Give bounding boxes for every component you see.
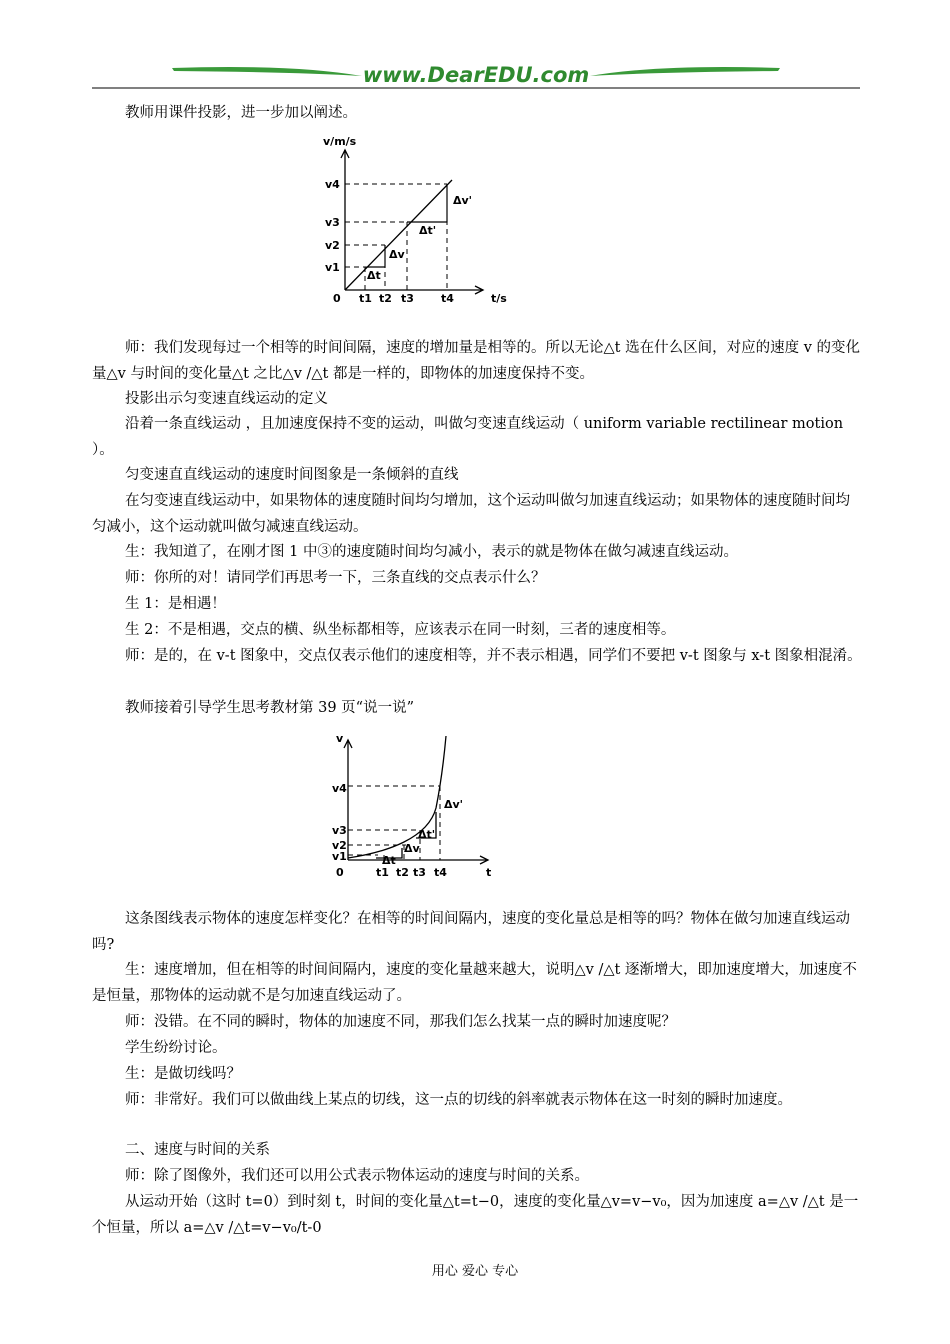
section-heading: 二、速度与时间的关系 bbox=[125, 1142, 270, 1158]
t-label: t2 bbox=[379, 292, 392, 305]
paragraph: 在匀变速直线运动中，如果物体的速度随时间均匀增加，这个运动叫做匀加速直线运动；如果物体的速度随时间均匀减小，这个运动就叫做匀减速直线运动。 bbox=[92, 493, 850, 535]
v-label: v2 bbox=[325, 239, 340, 252]
page-footer: 用心 爱心 专心 bbox=[431, 1264, 519, 1279]
delta-label: Δt bbox=[367, 269, 381, 282]
v-label: v1 bbox=[325, 261, 340, 274]
paragraph: 从运动开始（这时 t=0）到时刻 t，时间的变化量△t=t−0，速度的变化量△v=v−v₀，因为加速度 a=△v /△t 是一个恒量，所以 a=△v /△t=v−v₀/t-0 bbox=[92, 1194, 859, 1236]
paragraph: 师：我们发现每过一个相等的时间间隔，速度的增加量是相等的。所以无论△t 选在什么区间，对应的速度 v 的变化量△v 与时间的变化量△t 之比△v /△t 都是一样的，即物体的加速度保持不变。 bbox=[92, 340, 860, 382]
origin-label: 0 bbox=[333, 292, 341, 305]
paragraph: 匀变速直直线运动的速度时间图象是一条倾斜的直线 bbox=[125, 467, 459, 483]
t-label: t4 bbox=[441, 292, 454, 305]
v-label: v3 bbox=[325, 216, 340, 229]
header-logo-text: www.DearEDU.com bbox=[362, 63, 590, 87]
header-logo-graphic bbox=[92, 58, 860, 92]
t-label: t4 bbox=[434, 866, 447, 879]
delta-label: Δt' bbox=[419, 224, 437, 237]
paragraph: 生 2：不是相遇，交点的横、纵坐标都相等，应该表示在同一时刻，三者的速度相等。 bbox=[125, 622, 676, 638]
y-axis-label: v bbox=[336, 732, 344, 745]
paragraph: 投影出示匀变速直线运动的定义 bbox=[125, 391, 328, 407]
paragraph: 沿着一条直线运动 ，且加速度保持不变的运动，叫做匀变速直线运动（ uniform variable rectilinear motion ）。 bbox=[92, 416, 844, 458]
y-axis-label: v/m/s bbox=[323, 135, 357, 148]
v-label: v4 bbox=[325, 178, 340, 191]
paragraph: 学生纷纷讨论。 bbox=[125, 1040, 227, 1056]
v-label: v2 bbox=[332, 839, 347, 852]
delta-label: Δv bbox=[404, 842, 420, 855]
paragraph: 师：没错。在不同的瞬时，物体的加速度不同，那我们怎么找某一点的瞬时加速度呢？ bbox=[125, 1014, 676, 1030]
t-label: t1 bbox=[376, 866, 389, 879]
site-header bbox=[92, 58, 860, 92]
paragraph: 教师用课件投影，进一步加以阐述。 bbox=[125, 105, 357, 121]
paragraph: 这条图线表示物体的速度怎样变化？在相等的时间间隔内，速度的变化量总是相等的吗？物体在做匀加速直线运动吗? bbox=[92, 911, 850, 953]
v-label: v1 bbox=[332, 850, 347, 863]
v-label: v4 bbox=[332, 782, 347, 795]
delta-label: Δt' bbox=[418, 828, 436, 841]
paragraph: 师：除了图像外，我们还可以用公式表示物体运动的速度与时间的关系。 bbox=[125, 1168, 589, 1184]
paragraph: 师：是的，在 v-t 图象中，交点仅表示他们的速度相等，并不表示相遇，同学们不要把 v-t 图象与 x-t 图象相混淆。 bbox=[125, 648, 862, 664]
origin-label: 0 bbox=[336, 866, 344, 879]
t-label: t3 bbox=[413, 866, 426, 879]
delta-label: Δv bbox=[389, 248, 405, 261]
figure-curved-vt-graph bbox=[328, 728, 503, 886]
delta-label: Δt bbox=[382, 854, 396, 867]
paragraph: 师：你所的对！请同学们再思考一下，三条直线的交点表示什么？ bbox=[125, 570, 546, 586]
paragraph: 生：是做切线吗？ bbox=[125, 1066, 241, 1082]
paragraph: 师：非常好。我们可以做曲线上某点的切线，这一点的切线的斜率就表示物体在这一时刻的瞬时加速度。 bbox=[125, 1092, 792, 1108]
v-label: v3 bbox=[332, 824, 347, 837]
paragraph: 生 1：是相遇！ bbox=[125, 596, 226, 612]
delta-label: Δv' bbox=[444, 798, 464, 811]
paragraph: 生：速度增加，但在相等的时间间隔内，速度的变化量越来越大，说明△v /△t 逐渐增大，即加速度增大，加速度不是恒量，那物体的运动就不是匀加速直线运动了。 bbox=[92, 962, 857, 1004]
figure-linear-vt-graph bbox=[315, 130, 525, 310]
paragraph: 教师接着引导学生思考教材第 39 页“说一说” bbox=[125, 700, 414, 716]
x-axis-label: t/s bbox=[491, 292, 507, 305]
paragraph: 生：我知道了，在刚才图 1 中③的速度随时间均匀减小，表示的就是物体在做匀减速直线运动。 bbox=[125, 544, 738, 560]
delta-label: Δv' bbox=[453, 194, 473, 207]
x-axis-label: t bbox=[486, 866, 492, 879]
t-label: t2 bbox=[396, 866, 409, 879]
t-label: t3 bbox=[401, 292, 414, 305]
t-label: t1 bbox=[359, 292, 372, 305]
